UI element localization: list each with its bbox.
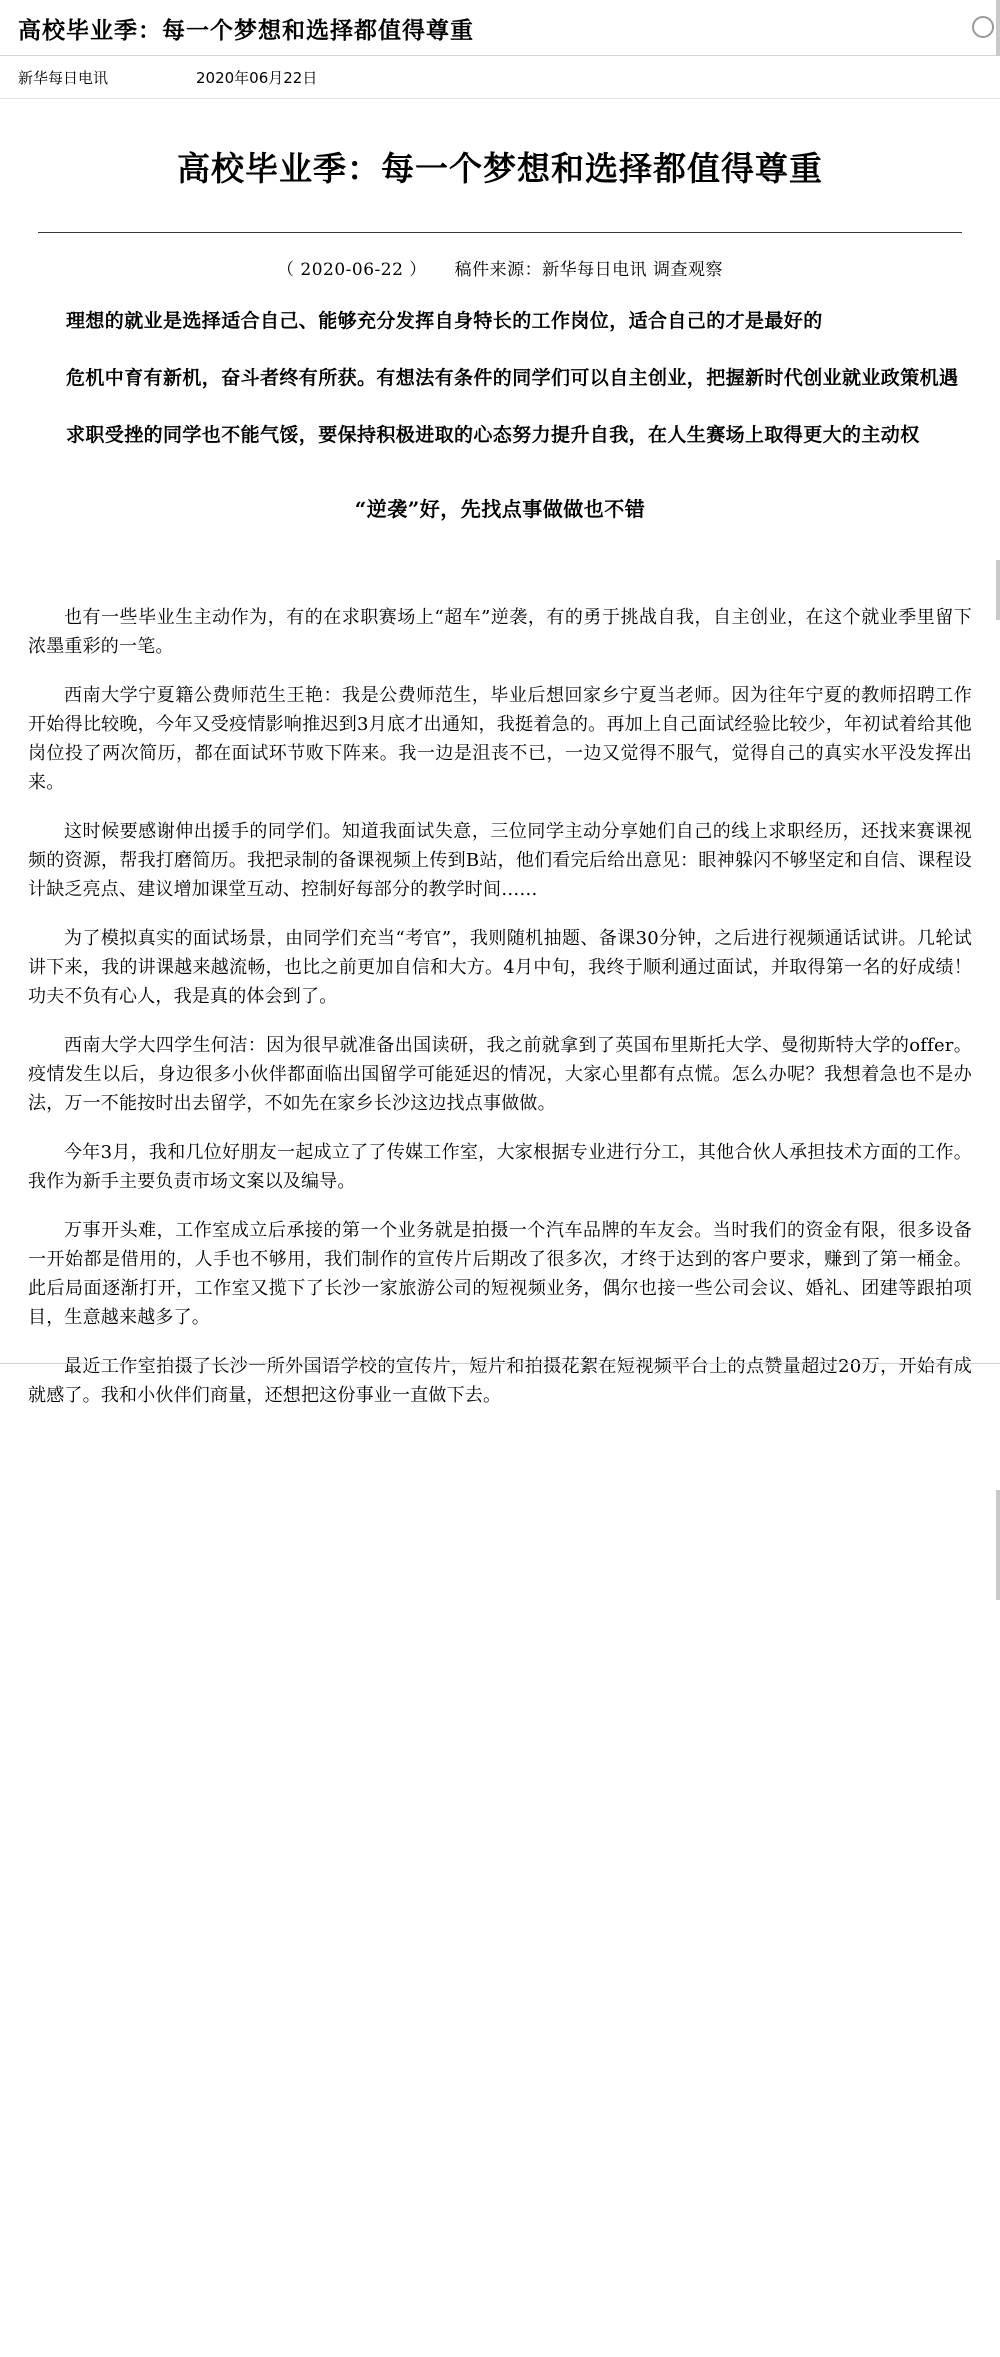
article-headline: 高校毕业季：每一个梦想和选择都值得尊重 (177, 149, 823, 188)
body-paragraph: 万事开头难，工作室成立后承接的第一个业务就是拍摄一个汽车品牌的车友会。当时我们的资金有限，很多设备一开始都是借用的，人手也不够用，我们制作的宣传片后期改了很多次，才终于达到的客户要求，赚到了第一桶金。此后局面逐渐打开，工作室又揽下了长沙一家旅游公司的短视频业务，偶尔也接一些公司会议、婚礼、团建等跟拍项目，生意越来越多了。 (28, 1219, 972, 1328)
scrollbar-track[interactable] (996, 560, 1000, 620)
byline-source: 稿件来源：新华每日电讯 调查观察 (454, 260, 724, 280)
page-title: 高校毕业季：每一个梦想和选择都值得尊重 (18, 17, 474, 44)
body-paragraph: 为了模拟真实的面试场景，由同学们充当“考官”，我则随机抽题、备课30分钟，之后进行视频通话试讲。几轮试讲下来，我的讲课越来越流畅，也比之前更加自信和大方。4月中旬，我终于顺利通过面试，并取得第一名的好成绩！功夫不负有心人，我是真的体会到了。 (28, 927, 972, 1007)
lead-paragraph: 求职受挫的同学也不能气馁，要保持积极进取的心态努力提升自我，在人生赛场上取得更大的主动权 (66, 424, 920, 446)
section-spacer (28, 539, 972, 583)
lead-paragraph: 危机中育有新机，奋斗者终有所获。有想法有条件的同学们可以自主创业，把握新时代创业就业政策机遇 (66, 367, 959, 389)
source-line (0, 56, 1000, 99)
publish-date: 2020年06月22日 (196, 69, 318, 87)
divider (38, 232, 962, 233)
lead-paragraph: 理想的就业是选择适合自己、能够充分发挥自身特长的工作岗位，适合自己的才是最好的 (66, 310, 823, 332)
scrollbar-track[interactable] (996, 1490, 1000, 1600)
scrollbar-track[interactable] (996, 0, 1000, 56)
body-paragraph: 最近工作室拍摄了长沙一所外国语学校的宣传片，短片和拍摄花絮在短视频平台上的点赞量超过20万，开始有成就感了。我和小伙伴们商量，还想把这份事业一直做下去。 (28, 1355, 972, 1406)
section-subheading: “逆袭”好，先找点事做做也不错 (354, 497, 646, 521)
body-paragraph: 也有一些毕业生主动作为，有的在求职赛场上“超车”逆袭，有的勇于挑战自我，自主创业，在这个就业季里留下浓墨重彩的一笔。 (28, 606, 972, 657)
byline-date: （ 2020-06-22 ） (276, 260, 427, 280)
body-paragraph: 西南大学宁夏籍公费师范生王艳：我是公费师范生，毕业后想回家乡宁夏当老师。因为往年宁夏的教师招聘工作开始得比较晚，今年又受疫情影响推迟到3月底才出通知，我挺着急的。再加上自己面试经验比较少，年初试着给其他岗位投了两次简历，都在面试环节败下阵来。我一边是沮丧不已，一边又觉得不服气，觉得自己的真实水平没发挥出来。 (28, 684, 972, 793)
body-paragraph: 西南大学大四学生何洁：因为很早就准备出国读研，我之前就拿到了英国布里斯托大学、曼彻斯特大学的offer。疫情发生以后，身边很多小伙伴都面临出国留学可能延迟的情况，大家心里都有点慌。怎么办呢？我想着急也不是办法，万一不能按时出去留学，不如先在家乡长沙这边找点事做做。 (28, 1034, 972, 1114)
body-paragraph: 今年3月，我和几位好朋友一起成立了了传媒工作室，大家根据专业进行分工，其他合伙人承担技术方面的工作。我作为新手主要负责市场文案以及编导。 (28, 1141, 972, 1192)
footer-divider (0, 1363, 1000, 1364)
circle-icon[interactable] (972, 16, 994, 38)
body-paragraph: 这时候要感谢伸出援手的同学们。知道我面试失意，三位同学主动分享她们自己的线上求职经历，还找来赛课视频的资源，帮我打磨简历。我把录制的备课视频上传到B站，他们看完后给出意见：眼神躲闪不够坚定和自信、课程设计缺乏亮点、建议增加课堂互动、控制好每部分的教学时间…… (28, 820, 972, 900)
source-name: 新华每日电讯 (18, 69, 109, 87)
app-header (0, 0, 1000, 56)
byline (28, 255, 972, 280)
article-body (0, 145, 1000, 1410)
